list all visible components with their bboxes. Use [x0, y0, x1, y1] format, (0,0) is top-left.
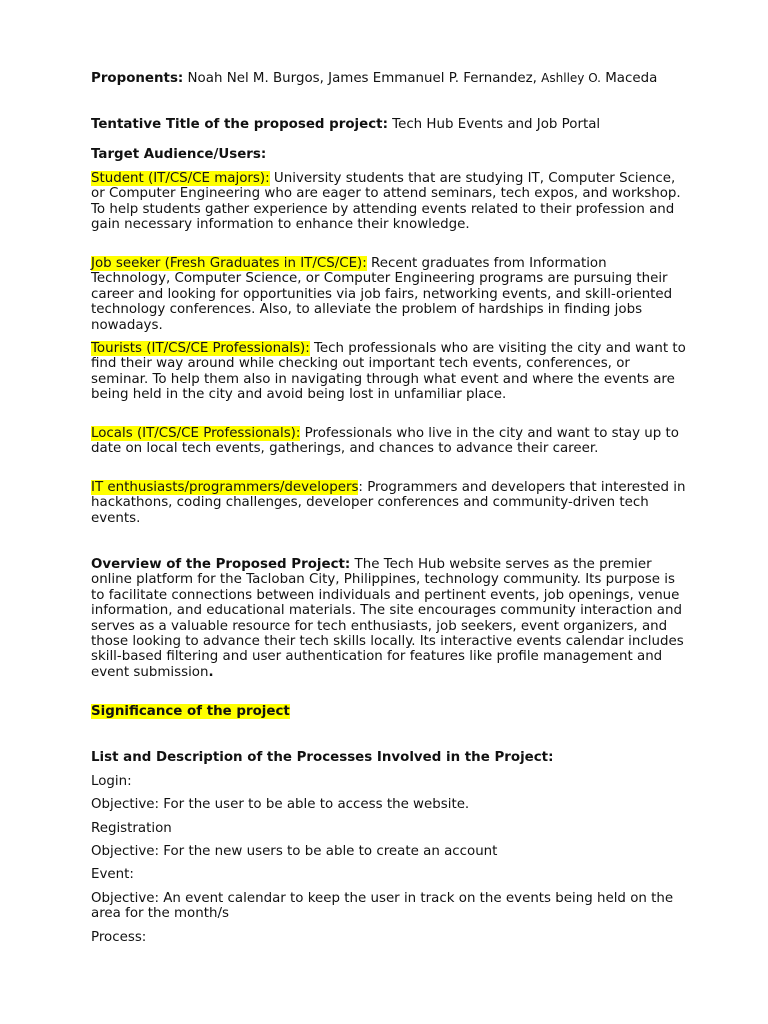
processes-heading: List and Description of the Processes Involved in the Project: [91, 750, 554, 765]
student-text: University students that are studying IT, Computer Science, or Computer Engineering who are eager to attend seminars, tech expos, and workshop. To help students gather experience by attending events related to their profession and gain necessary information to enhance their knowledge. [91, 171, 681, 233]
student-label: Student (IT/CS/CE majors): [91, 171, 270, 186]
overview-label: Overview of the Proposed Project: [91, 557, 351, 572]
student-paragraph [91, 171, 686, 233]
tourists-paragraph [91, 341, 686, 403]
tentative-title-value: Tech Hub Events and Job Portal [387, 117, 601, 132]
tourists-label: Tourists (IT/CS/CE Professionals): [91, 341, 310, 356]
proponents-names-end: Maceda [600, 71, 658, 86]
login-label: Login: [91, 774, 132, 789]
overview-end: . [208, 664, 214, 680]
proponents-paragraph [91, 71, 686, 86]
job-seeker-paragraph [91, 256, 686, 333]
locals-label: Locals (IT/CS/CE Professionals): [91, 426, 301, 441]
significance-paragraph [91, 704, 686, 719]
job-seeker-text: Recent graduates from Information Technology, Computer Science, or Computer Engineering programs are pursuing their career and looking for opportunities via job fairs, networking events, and skill-oriented technology conferences. Also, to alleviate the problem of hardships in finding jobs nowadays. [91, 256, 673, 333]
proponents-label: Proponents: [91, 71, 184, 86]
event-objective: Objective: An event calendar to keep the user in track on the events being held on the area for the month/s [91, 891, 674, 922]
it-enthusiasts-text: : Programmers and developers that interested in hackathons, coding challenges, developer conferences and community-driven tech events. [91, 480, 686, 526]
locals-text: Professionals who live in the city and want to stay up to date on local tech events, gatherings, and chances to advance their career. [91, 426, 679, 457]
registration-objective: Objective: For the new users to be able to create an account [91, 844, 498, 859]
proponents-names-small: Ashlley O. [541, 71, 601, 85]
job-seeker-label: Job seeker (Fresh Graduates in IT/CS/CE): [91, 256, 367, 271]
tentative-title-label: Tentative Title of the proposed project: [91, 117, 388, 132]
it-enthusiasts-paragraph [91, 480, 686, 526]
event-label: Event: [91, 867, 134, 882]
tentative-title-paragraph [91, 117, 686, 132]
locals-paragraph [91, 426, 686, 457]
overview-text: The Tech Hub website serves as the premier online platform for the Tacloban City, Philippines, technology community. Its purpose is to facilitate connections between individuals and pertinent events, job openings, venue information, and educational materials. The site encourages community interaction and serves as a valuable resource for tech enthusiasts, job seekers, event organizers, and those looking to advance their tech skills locally. Its interactive events calendar includes skill-based filtering and user authentication for features like profile management and event submission [91, 557, 684, 680]
target-audience-heading: Target Audience/Users: [91, 147, 267, 162]
process-label: Process: [91, 930, 147, 945]
proponents-names: Noah Nel M. Burgos, James Emmanuel P. Fernandez, [183, 71, 542, 86]
it-enthusiasts-label: IT enthusiasts/programmers/developers [91, 480, 359, 495]
overview-paragraph [91, 557, 686, 680]
registration-label: Registration [91, 821, 172, 836]
significance-heading: Significance of the project [91, 704, 290, 719]
login-objective: Objective: For the user to be able to access the website. [91, 797, 470, 812]
tourists-text: Tech professionals who are visiting the city and want to find their way around while checking out important tech events, conferences, or seminar. To help them also in navigating through what event and where the events are being held in the city and avoid being lost in unfamiliar place. [91, 341, 686, 403]
